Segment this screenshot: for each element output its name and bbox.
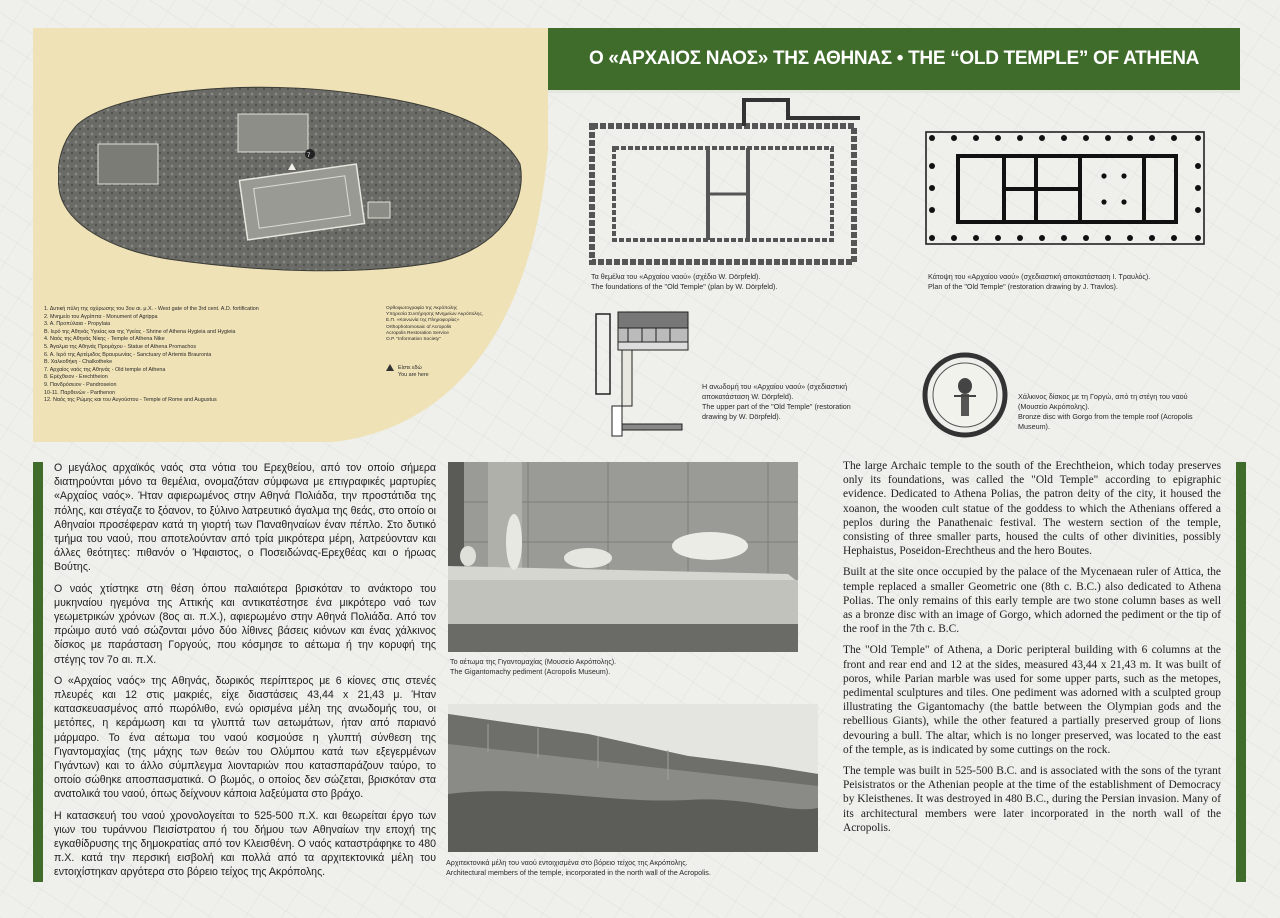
english-paragraph: The "Old Temple" of Athena, a Doric peripteral building with 6 columns at the front and rear end and 12 at the sides, measured 43,44 x 21,43 m. It was built of poros, while Parian marble was used for some upper parts, such as the metopes, pedimental sculptures and tiles. One pediment was adorned with a sculpted group illustrating the Gigantomachy (the battle between the Olympian gods and the rebellious Giants), while the other featured a partially preserved group of lions devouring a bull. The altar, which is no longer preserved, was located to the east of the temple, as is indicated by some cuttings on the rock.: [843, 644, 1221, 756]
greek-paragraph: Η κατασκευή του ναού χρονολογείται το 525-500 π.Χ. και θεωρείται έργο των γιων του τυράννου Πεισίστρατου ή του δήμου των Αθηναίων την εποχή της εγκαθίδρυσης της δημοκρατίας από τον Κλεισθένη. Ο ναός καταστράφηκε το 480 π.Χ. κατά την περσική εισβολή και πολλά από τα αρχιτεκτονικά μέλη του εντοιχίστηκαν αργότερα στο βόρειο τείχος της Ακρόπολης.: [54, 809, 436, 879]
upper-part-drawing: [592, 306, 692, 440]
foundations-caption: [591, 272, 881, 292]
legend-item: 5. Άγαλμα της Αθηνάς Προμάχου - Statue of Athena Promachos: [44, 343, 197, 350]
you-here-en: You are here: [398, 371, 429, 378]
upper-caption: [702, 382, 872, 422]
credit-line: Υπηρεσία Συντήρησης Μνημείων Ακρόπολης,: [386, 312, 484, 318]
foundations-plan-drawing: [588, 98, 860, 266]
wall-caption: [446, 858, 826, 878]
legend-item: 6. Α. Ιερό της Αρτέμιδος Βραυρωνίας - Sanctuary of Artemis Brauronia: [44, 351, 212, 358]
legend-item: 10-11. Παρθενών - Parthenon: [44, 389, 116, 396]
english-paragraph: Built at the site once occupied by the palace of the Mycenaean ruler of Attica, the temple replaced a smaller Geometric one (8th c. B.C.) also dedicated to Athena Polias. The only remains of this early temple are two stone column bases as well as a bronze disc with an image of Gorgo, which adorned the pediment or the tip of the roof in the 7th c. B.C.: [843, 566, 1221, 636]
credit-line: Orthophotomosaic of Acropolis: [386, 324, 452, 330]
legend-item: Β. Ιερό της Αθηνάς Υγιείας και της Υγείας - Shrine of Athena Hygieia and Hygieia: [44, 328, 236, 335]
caption-gr: Χάλκινος δίσκος με τη Γοργώ, από τη στέγη του ναού (Μουσείο Ακρόπολης).: [1018, 392, 1188, 411]
caption-gr: Αρχιτεκτονικά μέλη του ναού εντοιχισμένα στο βόρειο τείχος της Ακρόπολης.: [446, 858, 688, 867]
right-accent-bar: [1236, 462, 1246, 882]
map-credits: [386, 306, 516, 343]
svg-text:7: 7: [307, 153, 311, 159]
greek-paragraph: Ο μεγάλος αρχαϊκός ναός στα νότια του Ερεχθείου, από τον οποίο σήμερα διατηρούνται μόνο τα θεμέλια, ονομαζόταν σύμφωνα με επιγραφικές μαρτυρίες «Αρχαίος ναός». Ήταν αφιερωμένος στην Αθηνά Πολιάδα, την προστάτιδα της πόλης, και στέγαζε το ξόανον, το ξύλινο λατρευτικό άγαλμα της θεάς, στο οποίο οι Αθηναίοι προσέφεραν κατά τη γιορτή των Παναθηναίων έναν πέπλο. Στο δυτικό τμήμα του ναού, που αποτελούνταν από τρία μικρότερα μέρη, λατρεύονταν και άλλες θεότητες: πιθανόν ο Ήφαιστος, ο Ποσειδώνας-Ερεχθέας και ο ήρωας Βούτης.: [54, 462, 436, 574]
legend-item: 12. Ναός της Ρώμης και του Αυγούστου - Temple of Rome and Augustus: [44, 397, 217, 404]
temple-plan-drawing: [924, 130, 1208, 256]
legend-item: 2. Μνημείο του Αγρίππα - Monument of Agrippa: [44, 313, 158, 320]
caption-gr: Κάτοψη του «Αρχαίου ναού» (σχεδιαστική αποκατάσταση Ι. Τραυλός).: [928, 272, 1151, 281]
legend-item: 1. Δυτική πύλη της οχύρωσης του 3ου αι. μ.Χ. - West gate of the 3rd cent. A.D. fortification: [44, 306, 259, 312]
map-legend: [44, 306, 344, 405]
disc-caption: [1018, 392, 1218, 432]
pediment-caption: [450, 657, 790, 677]
english-paragraph: The temple was built in 525-500 B.C. and is associated with the sons of the tyrant Peisistratos or the Athenian people at the time of the establishment of Democracy by Kleisthenes. It was destroyed in 480 B.C., during the Persian invasion. Many of its architectural members were later incorporated in the north wall of the Acropolis.: [843, 765, 1221, 834]
credit-line: Ορθοφωτογραφία της Ακρόπολης: [386, 306, 458, 311]
gigantomachy-pediment-photo: [448, 462, 798, 652]
page-title: Ο «ΑΡΧΑΙΟΣ ΝΑΟΣ» ΤΗΣ ΑΘΗΝΑΣ • THE “OLD TEMPLE” OF ATHENA: [548, 28, 1240, 93]
triangle-icon: [386, 364, 394, 371]
caption-en: The Gigantomachy pediment (Acropolis Museum).: [450, 667, 611, 676]
legend-item: 8. Ερέχθειον - Erechtheion: [44, 374, 108, 381]
legend-item: Β. Χαλκοθήκη - Chalkotheke: [44, 359, 113, 366]
caption-gr: Το αέτωμα της Γιγαντομαχίας (Μουσείο Ακρόπολης).: [450, 657, 617, 666]
caption-gr: Τα θεμέλια του «Αρχαίου ναού» (σχέδιο W. Dörpfeld).: [591, 272, 761, 281]
legend-item: 7. Αρχαίος ναός της Αθηνάς - Old temple of Athena: [44, 366, 166, 373]
acropolis-aerial-map: [58, 84, 528, 274]
credit-line: Acropolis Restoration Service: [386, 330, 449, 336]
caption-en: Bronze disc with Gorgo from the temple roof (Acropolis Museum).: [1018, 412, 1193, 431]
caption-en: Plan of the "Old Temple" (restoration drawing by J. Travlos).: [928, 282, 1118, 291]
caption-en: Architectural members of the temple, incorporated in the north wall of the Acropolis.: [446, 868, 711, 877]
greek-paragraph: Ο «Αρχαίος ναός» της Αθηνάς, δωρικός περίπτερος με 6 κίονες στις στενές πλευρές και 12 στις μακριές, είχε διαστάσεις 43,44 x 21,43 μ. Ήταν κατασκευασμένος από πωρόλιθο, ενώ ορισμένα μέλη της ανωδομής του, οι μετόπες, η κεράμωση και τα γλυπτά των αετωμάτων, ήταν από παριανό μάρμαρο. Το ένα αέτωμα του ναού κοσμούσε η γλυπτή σύνθεση της Γιγαντομαχίας (της μάχης των θεών του Ολύμπου κατά των εξεγερμένων Γιγάντων) και το άλλο σύμπλεγμα λιονταριών που κατασπαράζουν ταύρο, το οποίο σώθηκε αποσπασματικά. Ο βωμός, ο οποίος δεν σώζεται, βρισκόταν στα ανατολικά του ναού, όπως δείχνουν κάποια λαξεύματα στο βράχο.: [54, 674, 436, 801]
caption-en: The foundations of the "Old Temple" (plan by W. Dörpfeld).: [591, 282, 778, 291]
gorgo-disc-image: [920, 350, 1010, 440]
english-text-column: [843, 459, 1221, 842]
credit-line: Ε.Π. «Κοινωνία της Πληροφορίας»: [386, 318, 460, 324]
you-here-gr: Είστε εδώ: [398, 364, 422, 371]
plan-caption: [928, 272, 1218, 292]
left-accent-bar: [33, 462, 43, 882]
legend-item: 4. Ναός της Αθηνάς Νίκης - Temple of Athena Nike: [44, 336, 165, 343]
legend-item: 9. Πανδρόσειον - Pandroseion: [44, 381, 117, 388]
greek-text-column: [54, 461, 436, 887]
north-wall-photo: [448, 704, 818, 852]
caption-gr: Η ανωδομή του «Αρχαίου ναού» (σχεδιαστική αποκατάσταση W. Dörpfeld).: [702, 382, 848, 401]
legend-item: 3. Α. Προπύλαια - Propylaia: [44, 321, 111, 328]
greek-paragraph: Ο ναός χτίστηκε στη θέση όπου παλαιότερα βρισκόταν το ανάκτορο του μυκηναίου ηγεμόνα της Αττικής και αντικατέστησε ένα μικρότερο ναό των γεωμετρικών χρόνων (8ος αι. π.Χ.), αφιερωμένο στην Αθηνά Πολιάδα. Από τον πρώιμο αυτό ναό σώζονται μόνο δύο λίθινες βάσεις κιόνων και ένας χάλκινος δίσκος με παράσταση Γοργούς, που κόσμησε το αέτωμα ή την κορυφή της στέγης τον 7ο αι. π.Χ.: [54, 582, 436, 666]
english-paragraph: The large Archaic temple to the south of the Erechtheion, which today preserves only its foundations, was called the "Old Temple" according to epigraphic evidence. Dedicated to Athena Polias, the patron deity of the city, it housed the xoanon, the wooden cult statue of the goddess to which the Athenians offered a peplos during the Panathenaic festival. The western section of the temple, consisting of three smaller parts, housed the cults of other divinities, possibly Hephaistus, Poseidon-Erechtheus and the hero Boutes.: [843, 460, 1221, 558]
credit-line: O.P. "Information Society": [386, 337, 441, 343]
you-are-here-marker: [386, 364, 429, 379]
caption-en: The upper part of the "Old Temple" (restoration drawing by W. Dörpfeld).: [702, 402, 851, 421]
